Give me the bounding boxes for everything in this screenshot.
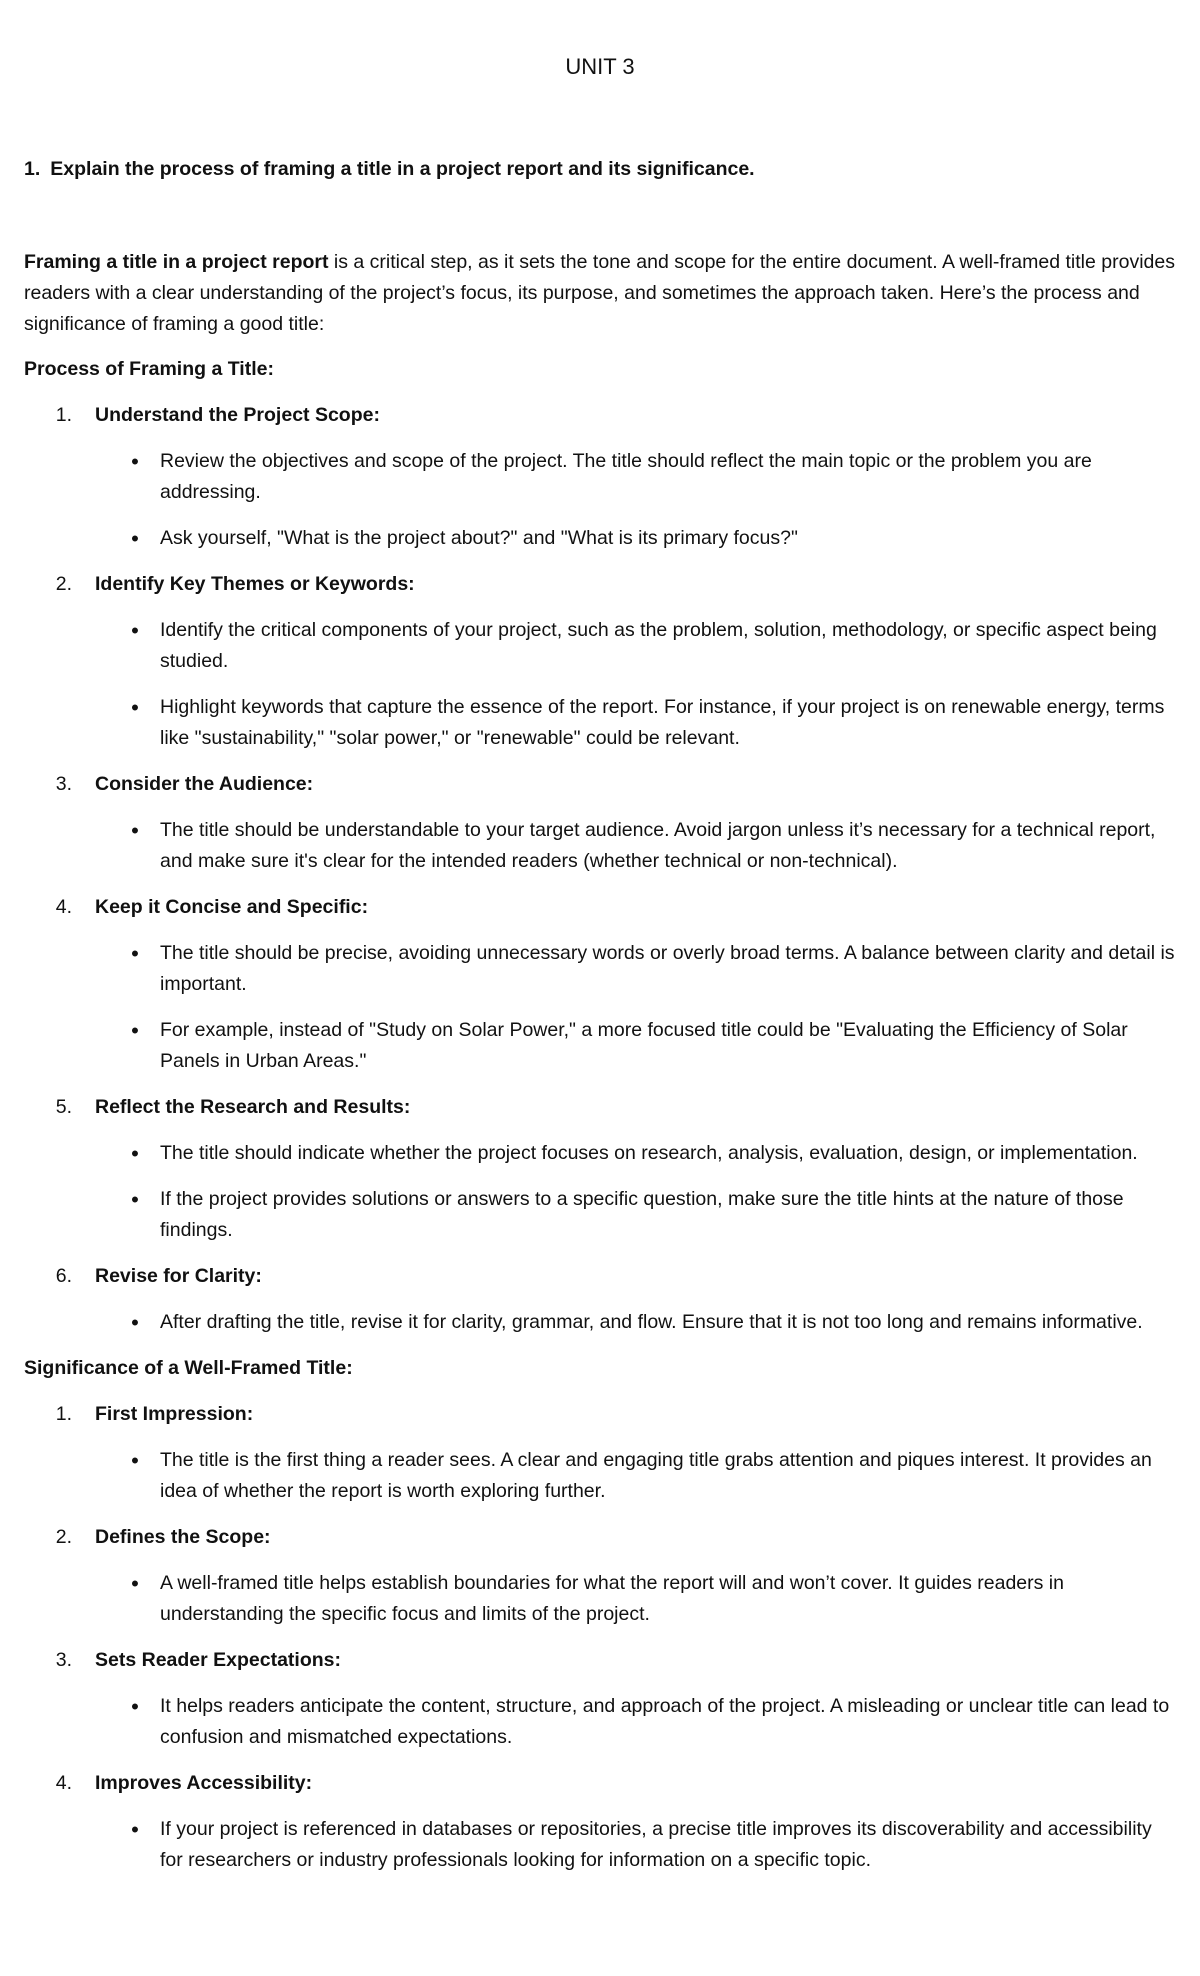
step-number: 3. (55, 773, 72, 795)
step-title: Defines the Scope: (95, 1526, 271, 1548)
step-title-row (24, 1092, 1176, 1123)
list-item (24, 692, 1176, 754)
bullet-dot-icon: • (131, 1817, 139, 1842)
step-title: Keep it Concise and Specific: (95, 896, 369, 918)
bullet-text: If your project is referenced in databases or repositories, a precise title improves its discoverability and accessibility for researchers or industry professionals looking for information on a specific topic. (160, 1818, 1152, 1871)
step-title: First Impression: (95, 1403, 254, 1425)
question-number: 1. (24, 158, 41, 180)
bullet-list (24, 1691, 1176, 1753)
bullet-text: It helps readers anticipate the content, structure, and approach of the project. A misleading or unclear title can lead to confusion and mismatched expectations. (160, 1695, 1170, 1748)
numbered-step (24, 892, 1176, 1077)
list-item (24, 1568, 1176, 1630)
bullet-dot-icon: • (131, 818, 139, 843)
bullet-text: After drafting the title, revise it for clarity, grammar, and flow. Ensure that it is not too long and remains informative. (160, 1311, 1143, 1333)
bullet-text: Review the objectives and scope of the project. The title should reflect the main topic or the problem you are addressing. (160, 450, 1092, 503)
list-item (24, 1184, 1176, 1246)
numbered-step (24, 1522, 1176, 1630)
bullet-list (24, 1445, 1176, 1507)
bullet-text: Highlight keywords that capture the essence of the report. For instance, if your project is on renewable energy, terms like "sustainability," "solar power," or "renewable" could be relevant. (160, 696, 1165, 749)
step-title-row (24, 1768, 1176, 1799)
step-title-row (24, 569, 1176, 600)
list-item (24, 446, 1176, 508)
numbered-step (24, 1645, 1176, 1753)
intro-bold-lead: Framing a title in a project report (24, 251, 329, 273)
section-heading: Process of Framing a Title: (24, 358, 274, 380)
bullet-dot-icon: • (131, 695, 139, 720)
bullet-text: Ask yourself, "What is the project about?" and "What is its primary focus?" (160, 527, 798, 549)
list-item (24, 815, 1176, 877)
step-title: Consider the Audience: (95, 773, 314, 795)
step-number: 3. (55, 1649, 72, 1671)
step-title: Reflect the Research and Results: (95, 1096, 411, 1118)
step-title-row (24, 892, 1176, 923)
step-title-row (24, 1522, 1176, 1553)
sections-container (24, 354, 1176, 1876)
list-item (24, 615, 1176, 677)
step-title: Revise for Clarity: (95, 1265, 262, 1287)
step-number: 2. (55, 1526, 72, 1548)
numbered-step (24, 1399, 1176, 1507)
step-title: Identify Key Themes or Keywords: (95, 573, 415, 595)
bullet-list (24, 1814, 1176, 1876)
bullet-list (24, 1307, 1176, 1338)
step-title-row (24, 1399, 1176, 1430)
bullet-dot-icon: • (131, 618, 139, 643)
intro-text: is a critical step, as it sets the tone and scope for the entire document. A well-framed title provides readers with a clear understanding of the project’s focus, its purpose, and sometimes the approach taken. Here’s the process and significance of framing a good title: (24, 251, 1175, 335)
list-item (24, 1138, 1176, 1169)
bullet-list (24, 446, 1176, 554)
step-title-row (24, 1645, 1176, 1676)
bullet-dot-icon: • (131, 1448, 139, 1473)
question-text: Explain the process of framing a title in a project report and its significance. (50, 158, 755, 180)
section-heading: Significance of a Well-Framed Title: (24, 1357, 353, 1379)
bullet-text: The title should be precise, avoiding unnecessary words or overly broad terms. A balance between clarity and detail is important. (160, 942, 1175, 995)
step-title-row (24, 400, 1176, 431)
bullet-dot-icon: • (131, 526, 139, 551)
bullet-list (24, 938, 1176, 1077)
step-number: 1. (55, 404, 72, 426)
step-number: 4. (55, 896, 72, 918)
question-heading (24, 154, 1176, 185)
bullet-dot-icon: • (131, 1187, 139, 1212)
list-item (24, 1445, 1176, 1507)
step-title: Improves Accessibility: (95, 1772, 313, 1794)
bullet-text: A well-framed title helps establish boundaries for what the report will and won’t cover. It guides readers in understanding the specific focus and limits of the project. (160, 1572, 1064, 1625)
bullet-dot-icon: • (131, 1141, 139, 1166)
numbered-step (24, 1768, 1176, 1876)
step-number: 1. (55, 1403, 72, 1425)
step-title: Sets Reader Expectations: (95, 1649, 342, 1671)
unit-title: UNIT 3 (565, 54, 635, 79)
bullet-text: The title should be understandable to your target audience. Avoid jargon unless it’s necessary for a technical report, and make sure it's clear for the intended readers (whether technical or non-technical). (160, 819, 1156, 872)
bullet-text: The title is the first thing a reader sees. A clear and engaging title grabs attention and piques interest. It provides an idea of whether the report is worth exploring further. (160, 1449, 1152, 1502)
bullet-dot-icon: • (131, 941, 139, 966)
bullet-dot-icon: • (131, 449, 139, 474)
bullet-text: The title should indicate whether the project focuses on research, analysis, evaluation, design, or implementation. (160, 1142, 1138, 1164)
numbered-step (24, 1092, 1176, 1246)
numbered-step (24, 569, 1176, 754)
answer-body (24, 247, 1176, 1891)
bullet-text: For example, instead of "Study on Solar Power," a more focused title could be "Evaluating the Efficiency of Solar Panels in Urban Areas." (160, 1019, 1128, 1072)
bullet-list (24, 1138, 1176, 1246)
bullet-dot-icon: • (131, 1694, 139, 1719)
bullet-dot-icon: • (131, 1571, 139, 1596)
bullet-list (24, 615, 1176, 754)
list-item (24, 523, 1176, 554)
step-number: 6. (55, 1265, 72, 1287)
step-title-row (24, 1261, 1176, 1292)
list-item (24, 938, 1176, 1000)
bullet-text: Identify the critical components of your project, such as the problem, solution, methodology, or specific aspect being studied. (160, 619, 1157, 672)
numbered-step (24, 1261, 1176, 1338)
list-item (24, 1307, 1176, 1338)
list-item (24, 1015, 1176, 1077)
step-title-row (24, 769, 1176, 800)
list-item (24, 1691, 1176, 1753)
bullet-dot-icon: • (131, 1310, 139, 1335)
intro-paragraph (24, 247, 1176, 340)
bullet-list (24, 1568, 1176, 1630)
numbered-step (24, 769, 1176, 877)
list-item (24, 1814, 1176, 1876)
bullet-list (24, 815, 1176, 877)
step-number: 4. (55, 1772, 72, 1794)
bullet-text: If the project provides solutions or answers to a specific question, make sure the title hints at the nature of those findings. (160, 1188, 1124, 1241)
bullet-dot-icon: • (131, 1018, 139, 1043)
step-number: 2. (55, 573, 72, 595)
numbered-step (24, 400, 1176, 554)
step-title: Understand the Project Scope: (95, 404, 380, 426)
step-number: 5. (55, 1096, 72, 1118)
